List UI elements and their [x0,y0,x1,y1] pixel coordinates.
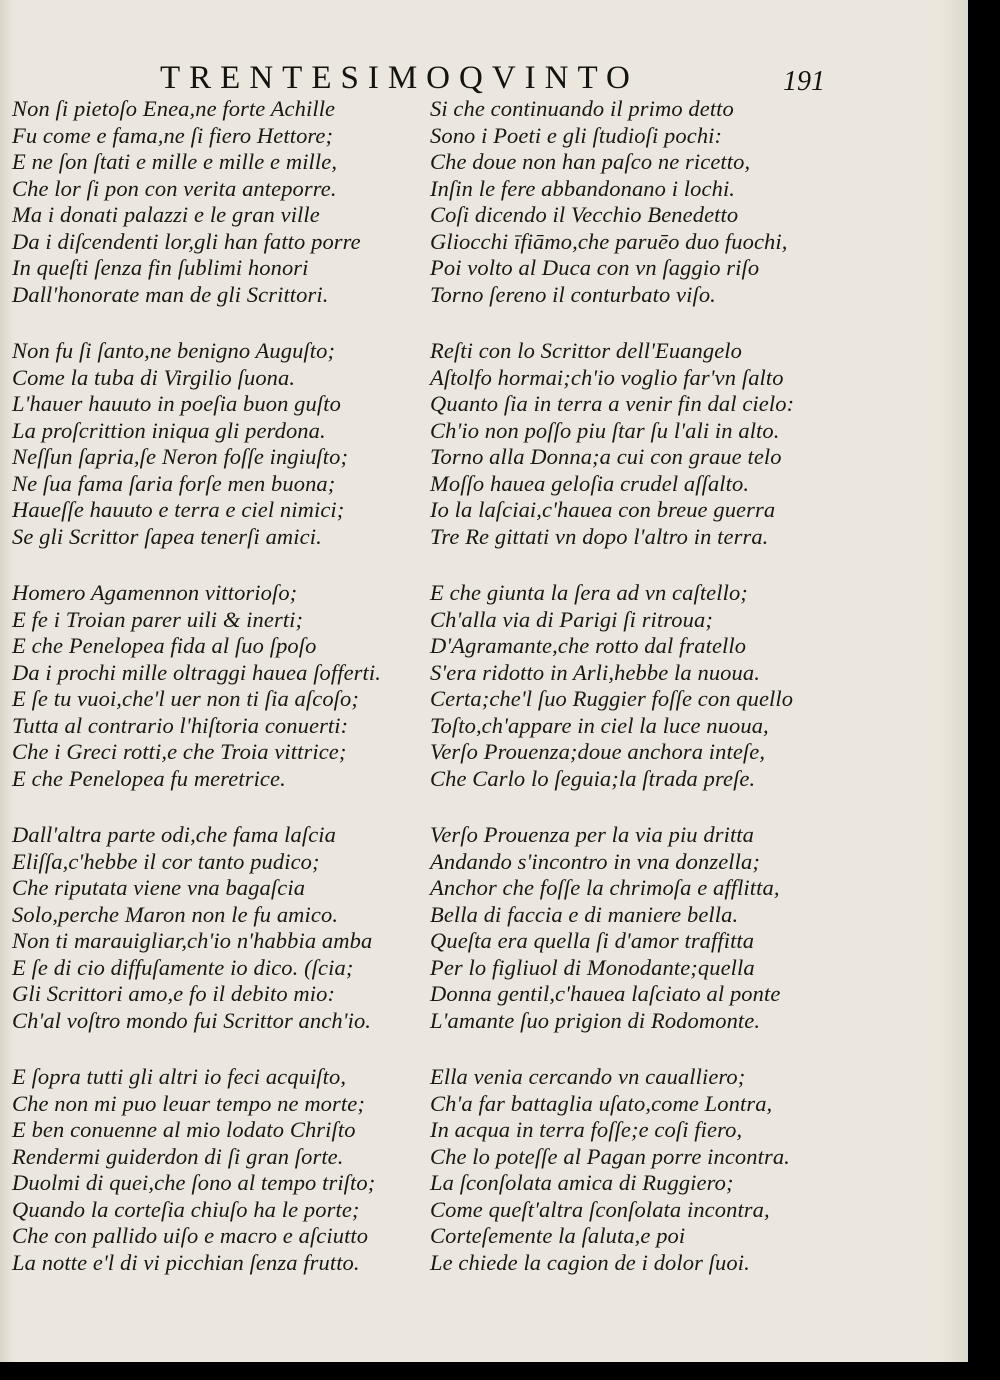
verse-line: E ſe tu vuoi,che'l uer non ti ſia aſcoſo; [12,686,359,711]
verse-line: Haueſſe hauuto e terra e ciel nimici; [12,497,345,522]
verse-line: S'era ridotto in Arli,hebbe la nuoua. [430,659,760,685]
verse-line: Sono i Poeti e gli ſtudioſi pochi: [430,122,723,148]
verse-line: Non fu ſi ſanto,ne benigno Auguſto; [12,338,336,363]
verse-line: Ma i donati palazzi e le gran ville [12,202,320,227]
verse-line: Moſſo hauea geloſia crudel aſſalto. [430,470,750,496]
verse-line: Gliocchi īfiāmo,che paruēo duo fuochi, [430,228,788,254]
verse-line: Che con pallido uiſo e macro e aſciutto [12,1223,369,1248]
verse-line: In acqua in terra foſſe;e coſi fiero, [430,1117,743,1142]
verse-line: Ella venia cercando vn caualliero; [430,1064,746,1089]
verse-line: Io la laſciai,c'hauea con breue guerra [430,497,776,522]
verse-line: E ben conuenne al mio lodato Chriſto [12,1117,356,1142]
verse-line: Che non mi puo leuar tempo ne morte; [12,1090,365,1116]
verse-line: Duolmi di quei,che ſono al tempo triſto; [12,1170,376,1195]
verse-line: Se gli Scrittor ſapea tenerſi amici. [12,523,322,549]
verse-line: Eliſſa,c'hebbe il cor tanto pudico; [12,848,320,874]
verse-line: Ch'al voſtro mondo fui Scrittor anch'io. [12,1007,372,1033]
verse-line: Certa;che'l ſuo Ruggier foſſe con quello [430,686,794,711]
verse-line: E ſe di cio diffuſamente io dico. (ſcia; [12,954,354,980]
verse-line: E che Penelopea fida al ſuo ſpoſo [12,633,317,658]
verse-line: Da i diſcendenti lor,gli han fatto porre [12,228,361,254]
verse-line: Non ti marauigliar,ch'io n'habbia amba [12,928,373,953]
verse-line: Da i prochi mille oltraggi hauea ſofferti. [12,659,381,685]
verse-line: E ne ſon ſtati e mille e mille e mille, [12,149,338,174]
verse-line: Che riputata viene vna bagaſcia [12,875,306,900]
verse-line: Quando la corteſia chiuſo ha le porte; [12,1196,360,1222]
verse-line: Che Carlo lo ſeguia;la ſtrada preſe. [430,765,756,791]
verse-line: Le chiede la cagion de i dolor ſuoi. [430,1249,750,1275]
verse-line: Homero Agamennon vittorioſo; [12,580,298,605]
verse-line: Ne ſua fama ſaria forſe men buona; [12,470,336,496]
verse-line: Ch'alla via di Parigi ſi ritroua; [430,606,713,632]
stanza [12,338,432,550]
verse-line: Verſo Prouenza;doue anchora inteſe, [430,739,766,764]
verse-line: Che lor ſi pon con verita anteporre. [12,175,337,201]
verse-line: Che doue non han paſco ne ricetto, [430,149,751,174]
stanza [430,580,860,792]
verse-line: Ch'io non poſſo piu ſtar ſu l'ali in alto. [430,417,780,443]
stanza [12,96,432,308]
verse-line: Non ſi pietoſo Enea,ne forte Achille [12,96,336,121]
left-column [12,96,432,1276]
verse-line: E che Penelopea fu meretrice. [12,765,286,791]
verse-line: Si che continuando il primo detto [430,96,734,121]
verse-line: Neſſun ſapria,ſe Neron foſſe ingiuſto; [12,444,349,469]
verse-line: In queſti ſenza fin ſublimi honori [12,255,309,280]
verse-line: Come la tuba di Virgilio ſuona. [12,364,296,390]
verse-line: Torno ſereno il conturbato viſo. [430,281,716,307]
verse-line: Solo,perche Maron non le fu amico. [12,901,339,927]
verse-line: Fu come e fama,ne ſi fiero Hettore; [12,122,334,148]
verse-line: Poi volto al Duca con vn ſaggio riſo [430,255,760,280]
verse-line: Tutta al contrario l'hiſtoria conuerti: [12,712,349,738]
verse-line: D'Agramante,che rotto dal fratello [430,633,747,658]
verse-line: Per lo figliuol di Monodante;quella [430,954,755,980]
running-title: TRENTESIMOQVINTO [160,60,639,96]
verse-line: Dall'honorate man de gli Scrittori. [12,281,329,307]
verse-line: Anchor che foſſe la chrimoſa e afflitta, [430,875,780,900]
verse-line: E fe i Troian parer uili & inerti; [12,606,304,632]
verse-line: Che i Greci rotti,e che Troia vittrice; [12,739,347,764]
verse-line: Come queſt'altra ſconſolata incontra, [430,1196,770,1222]
verse-line: E che giunta la ſera ad vn caſtello; [430,580,748,605]
verse-line: Quanto ſia in terra a venir fin dal cielo: [430,391,795,416]
verse-line: La ſconſolata amica di Ruggiero; [430,1170,734,1195]
right-column [430,96,860,1276]
stanza [430,822,860,1034]
verse-line: Torno alla Donna;a cui con graue telo [430,444,782,469]
stanza [430,1064,860,1276]
verse-line: Tre Re gittati vn dopo l'altro in terra. [430,523,769,549]
verse-line: Andando s'incontro in vna donzella; [430,848,760,874]
page-header [0,60,968,100]
verse-line: E ſopra tutti gli altri io feci acquiſto, [12,1064,347,1089]
stanza [12,1064,432,1276]
stanza [430,338,860,550]
verse-line: Verſo Prouenza per la via piu dritta [430,822,754,847]
verse-line: Aſtolfo hormai;ch'io voglio far'vn ſalto [430,364,784,390]
verse-line: Ch'a far battaglia uſato,come Lontra, [430,1090,773,1116]
stanza [12,822,432,1034]
verse-line: L'hauer hauuto in poeſia buon guſto [12,391,341,416]
verse-line: La notte e'l di vi picchian ſenza frutto. [12,1249,360,1275]
verse-line: Che lo poteſſe al Pagan porre incontra. [430,1143,790,1169]
verse-line: Rendermi guiderdon di ſi gran ſorte. [12,1143,344,1169]
verse-line: Donna gentil,c'hauea laſciato al ponte [430,981,781,1006]
page-number: 191 [783,66,825,97]
stanza [430,96,860,308]
verse-line: Coſi dicendo il Vecchio Benedetto [430,202,739,227]
verse-line: La proſcrittion iniqua gli perdona. [12,417,326,443]
verse-line: Gli Scrittori amo,e fo il debito mio: [12,981,336,1006]
verse-line: L'amante ſuo prigion di Rodomonte. [430,1007,761,1033]
verse-line: Bella di faccia e di maniere bella. [430,901,739,927]
verse-line: Toſto,ch'appare in ciel la luce nuoua, [430,712,769,738]
verse-line: Corteſemente la ſaluta,e poi [430,1223,686,1248]
verse-line: Inſin le fere abbandonano i lochi. [430,175,736,201]
stanza [12,580,432,792]
verse-line: Reſti con lo Scrittor dell'Euangelo [430,338,743,363]
verse-line: Dall'altra parte odi,che fama laſcia [12,822,337,847]
verse-line: Queſta era quella ſi d'amor traffitta [430,928,755,953]
